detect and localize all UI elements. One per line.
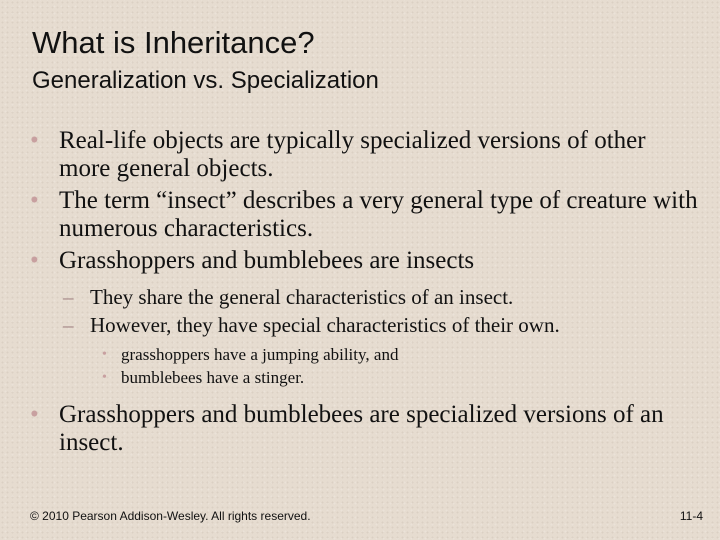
sub-bullet-item [30,283,700,311]
slide-subtitle: Generalization vs. Specialization [32,67,379,94]
bullet-item [30,401,700,457]
sub-sub-bullet-item [30,343,700,366]
bullet-text: Grasshoppers and bumblebees are insects [59,247,475,274]
bullet-item [30,127,700,183]
bullet-marker: • [102,370,107,385]
sub-bullet-text: They share the general characteristics of an insect. [90,285,514,309]
bullet-marker: • [30,187,39,214]
dash-marker: – [63,313,74,337]
bullet-item [30,187,700,243]
bullet-marker: • [30,247,39,274]
bullet-marker: • [30,127,39,154]
copyright-footer: © 2010 Pearson Addison-Wesley. All rights reserved. [30,509,311,523]
sub-sub-bullet-text: bumblebees have a stinger. [121,368,305,387]
bullet-text: Real-life objects are typically specialized versions of other more general objects. [59,127,646,182]
sub-bullet-text: However, they have special characteristics of their own. [90,313,560,337]
bullet-item [30,247,700,275]
bullet-marker: • [102,347,107,362]
sub-sub-bullet-item [30,366,700,389]
sub-bullet-item [30,311,700,339]
bullet-text: The term “insect” describes a very general type of creature with numerous characteristics. [59,187,698,242]
bullet-marker: • [30,401,39,428]
bullet-text: Grasshoppers and bumblebees are specialized versions of an insect. [59,401,664,456]
slide-title: What is Inheritance? [32,25,315,60]
dash-marker: – [63,285,74,309]
slide-body [30,127,700,461]
page-number: 11-4 [679,509,703,523]
sub-sub-bullet-text: grasshoppers have a jumping ability, and [121,345,399,364]
